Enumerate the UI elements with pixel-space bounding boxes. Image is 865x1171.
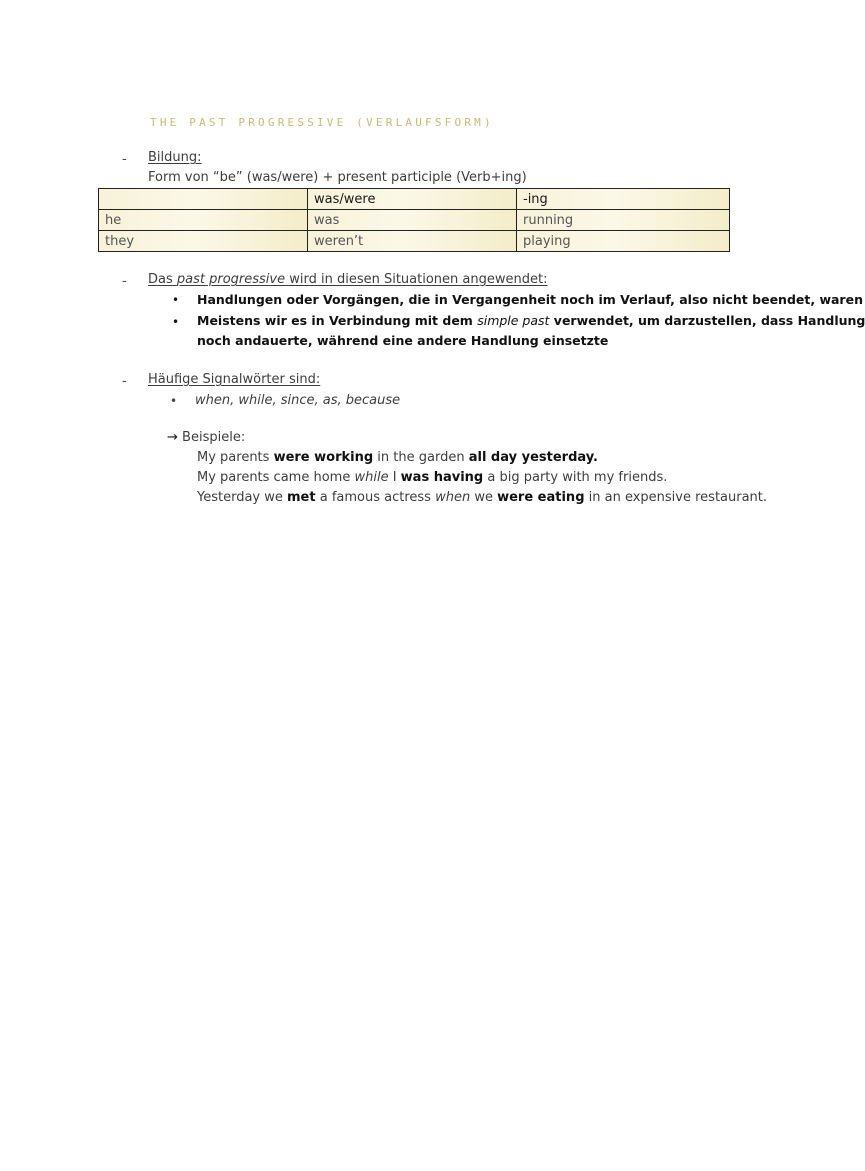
bildung-formula: Form von “be” (was/were) + present participle (Verb+ing): [148, 170, 527, 185]
list-dash: -: [122, 152, 127, 167]
list-dash: -: [122, 274, 127, 289]
usage-bullet-1: Handlungen oder Vorgängen, die in Vergangenheit noch im Verlauf, also nicht beendet, waren: [197, 292, 863, 307]
table-cell: weren’t: [308, 231, 517, 252]
bildung-heading: Bildung:: [148, 150, 202, 165]
table-header-cell: -ing: [517, 189, 730, 210]
example-2: My parents came home while I was having a big party with my friends.: [197, 470, 668, 485]
page-title: THE PAST PROGRESSIVE (VERLAUFSFORM): [150, 116, 494, 129]
table-row: [99, 210, 730, 231]
example-3: Yesterday we met a famous actress when we were eating in an expensive restaurant.: [197, 490, 768, 505]
table-cell: running: [517, 210, 730, 231]
arrow-icon: →: [167, 430, 178, 445]
table-cell: playing: [517, 231, 730, 252]
table-header-cell: [99, 189, 308, 210]
examples-heading: → Beispiele:: [167, 430, 246, 445]
bullet-dot: •: [172, 315, 180, 329]
list-dash: -: [122, 374, 127, 389]
usage-bullet-2: Meistens wir es in Verbindung mit dem simple past verwendet, um darzustellen, dass Handlung: [197, 313, 865, 328]
signal-words: when, while, since, as, because: [195, 393, 401, 408]
usage-heading: Das past progressive wird in diesen Situationen angewendet:: [148, 272, 548, 287]
bullet-dot: •: [172, 293, 180, 307]
conjugation-table: [98, 188, 730, 252]
table-header-row: [99, 189, 730, 210]
table-row: [99, 231, 730, 252]
table-cell: they: [99, 231, 308, 252]
table-cell: he: [99, 210, 308, 231]
table-cell: was: [308, 210, 517, 231]
table-header-cell: was/were: [308, 189, 517, 210]
signal-heading: Häufige Signalwörter sind:: [148, 372, 321, 387]
usage-bullet-2-cont: noch andauerte, während eine andere Handlung einsetzte: [197, 333, 609, 348]
bullet-dot: •: [170, 394, 178, 408]
example-1: My parents were working in the garden all day yesterday.: [197, 450, 598, 465]
